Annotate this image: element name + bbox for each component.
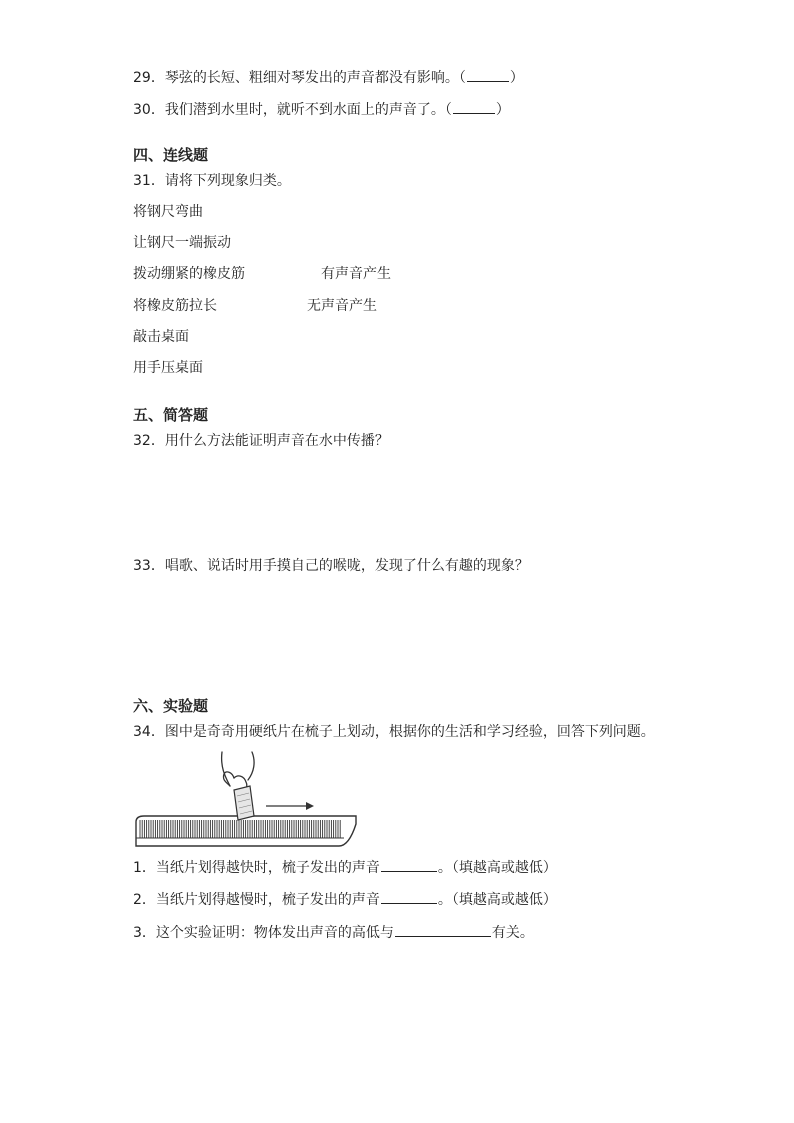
- sub-question-3: [133, 922, 534, 942]
- comb-with-card-icon: [134, 750, 359, 850]
- comb-icon: [136, 816, 356, 846]
- direction-arrow-icon: [266, 802, 314, 810]
- sub-question-3-tail: 有关。: [491, 925, 534, 941]
- sub-question-1-hint: 。（填越高或越低）: [437, 860, 557, 876]
- sub-question-2-hint: 。（填越高或越低）: [437, 892, 557, 908]
- answer-blank-sub2[interactable]: [381, 889, 437, 904]
- sub-question-3-text: 3．这个实验证明：物体发出声音的高低与: [133, 925, 394, 941]
- question-29: [133, 67, 524, 87]
- question-32: 32．用什么方法能证明声音在水中传播？: [133, 433, 389, 449]
- answer-blank-29[interactable]: [467, 67, 509, 82]
- sub-question-2-text: 2．当纸片划得越慢时，梳子发出的声音: [133, 892, 380, 908]
- phenomenon-item[interactable]: 让钢尺一端振动: [133, 235, 231, 251]
- phenomenon-item[interactable]: 将橡皮筋拉长: [133, 298, 217, 314]
- question-30-close: ）: [495, 102, 510, 118]
- answer-blank-sub3[interactable]: [395, 922, 491, 937]
- question-33: 33．唱歌、说话时用手摸自己的喉咙，发现了什么有趣的现象？: [133, 558, 529, 574]
- phenomenon-item[interactable]: 敲击桌面: [133, 329, 189, 345]
- category-sound[interactable]: 有声音产生: [321, 266, 391, 282]
- phenomenon-item[interactable]: 用手压桌面: [133, 360, 203, 376]
- phenomenon-item[interactable]: 拨动绷紧的橡皮筋: [133, 266, 245, 282]
- answer-blank-30[interactable]: [453, 99, 495, 114]
- question-29-close: ）: [509, 70, 524, 86]
- question-31: 31．请将下列现象归类。: [133, 173, 291, 189]
- question-34: 34．图中是奇奇用硬纸片在梳子上划动，根据你的生活和学习经验，回答下列问题。: [133, 724, 655, 740]
- paper-card-icon: [234, 786, 254, 820]
- answer-blank-sub1[interactable]: [381, 857, 437, 872]
- phenomenon-item[interactable]: 将钢尺弯曲: [133, 204, 203, 220]
- sub-question-2: [133, 889, 557, 909]
- sub-question-1-text: 1．当纸片划得越快时，梳子发出的声音: [133, 860, 380, 876]
- section-4-title: 四、连线题: [133, 146, 209, 164]
- section-5-title: 五、简答题: [133, 406, 209, 424]
- question-30-text: 30．我们潜到水里时，就听不到水面上的声音了。（: [133, 102, 452, 118]
- category-no-sound[interactable]: 无声音产生: [307, 298, 377, 314]
- section-6-title: 六、实验题: [133, 697, 209, 715]
- question-30: [133, 99, 510, 119]
- question-29-text: 29．琴弦的长短、粗细对琴发出的声音都没有影响。（: [133, 70, 466, 86]
- sub-question-1: [133, 857, 557, 877]
